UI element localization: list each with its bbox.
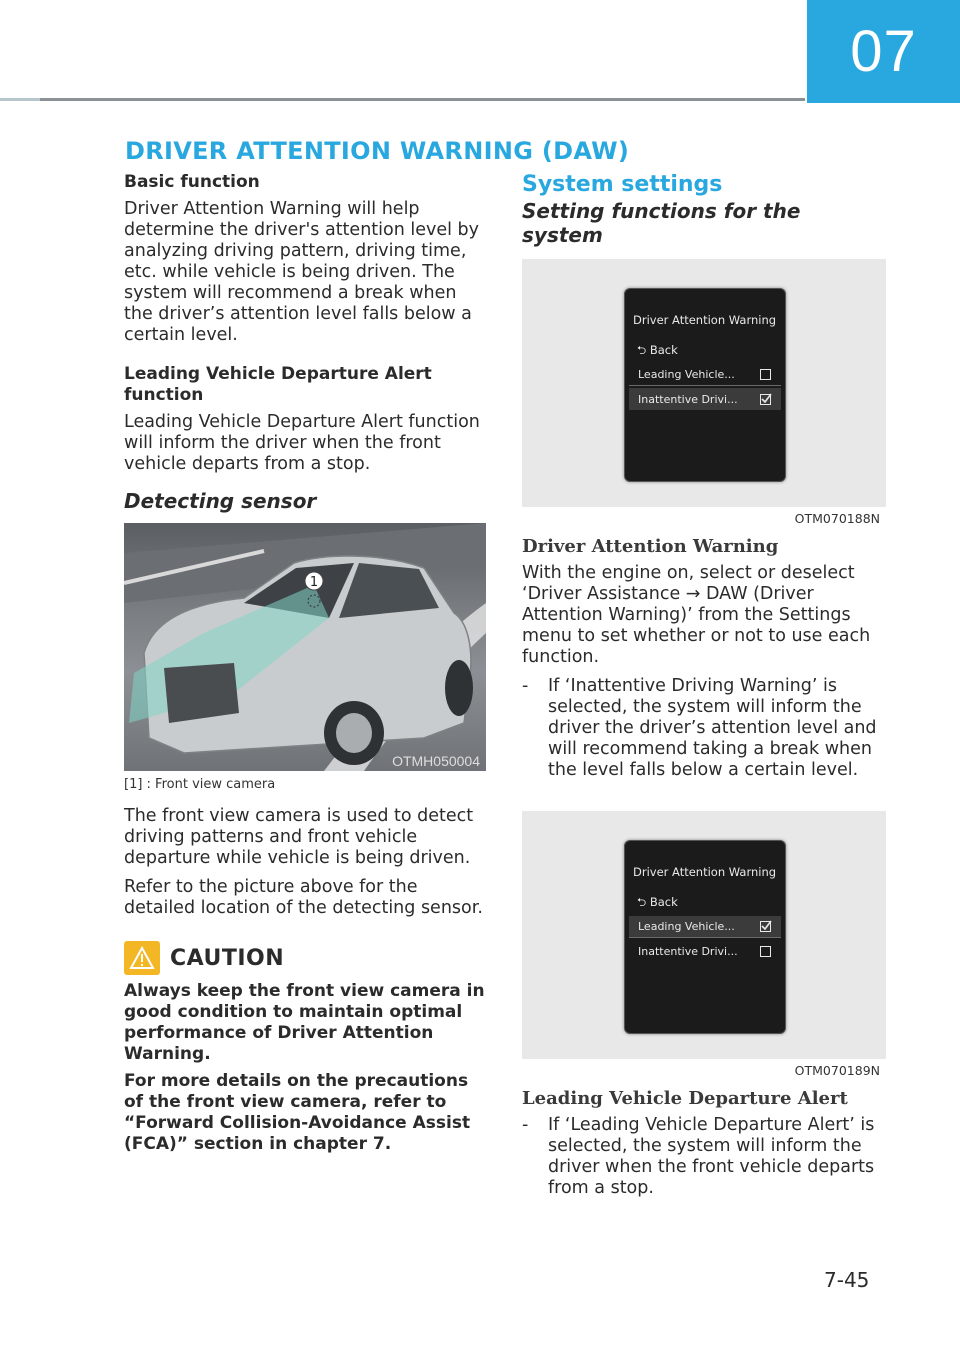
screen1-code: OTM070188N — [794, 511, 880, 526]
checkbox-unchecked-icon — [760, 369, 771, 380]
caution-text-1: Always keep the front view camera in good condition to maintain optimal performance of Driver Attention Warning. — [124, 981, 485, 1064]
camera-callout-number: 1 — [309, 575, 319, 590]
setting-functions-heading: Setting functions for the system — [522, 199, 801, 247]
bullet-text: If ‘Inattentive Driving Warning’ is selected, the system will inform the driver the driver’s attention level and will recommend taking a break when the level falls below a certain level. — [548, 676, 877, 780]
menu-item-leading-vehicle[interactable] — [629, 916, 781, 938]
page-number: 7-45 — [824, 1268, 870, 1292]
ldva-function-heading: Leading Vehicle Departure Alert function — [124, 364, 432, 405]
system-settings-heading: System settings — [522, 172, 723, 197]
menu-item-label: Inattentive Drivi... — [638, 392, 738, 406]
daw-text: With the engine on, select or deselect ‘Driver Assistance → DAW (Driver Attention Warning)’ from the Settings menu to set whether or not to use each function. — [522, 563, 871, 667]
caution-header — [124, 941, 490, 975]
menu-item-label: Leading Vehicle... — [638, 920, 735, 933]
front-camera-car-image — [124, 523, 486, 771]
section-title: DRIVER ATTENTION WARNING (DAW) — [125, 137, 630, 165]
back-label: Back — [649, 343, 678, 357]
cluster-display — [624, 288, 786, 482]
back-arrow-icon: ⮌ — [637, 343, 647, 357]
cluster-back-item — [637, 343, 678, 362]
bullet-text: If ‘Leading Vehicle Departure Alert’ is selected, the system will inform the driver when the front vehicle departs from a stop. — [548, 1115, 875, 1198]
header-rule — [0, 98, 805, 101]
chapter-tab: 07 — [807, 0, 960, 103]
daw-heading: Driver Attention Warning — [522, 536, 779, 557]
sensor-text-2: Refer to the picture above for the detailed location of the detecting sensor. — [124, 877, 483, 918]
bullet-dash: - — [522, 676, 529, 696]
cluster-title: Driver Attention Warning — [633, 865, 777, 879]
right-column — [522, 172, 886, 1199]
left-column — [124, 172, 490, 1161]
daw-bullet — [522, 676, 886, 781]
menu-item-inattentive-driving[interactable] — [629, 940, 781, 962]
warning-triangle-icon — [124, 941, 160, 975]
ldva-bullet — [522, 1115, 886, 1199]
detecting-sensor-heading: Detecting sensor — [124, 489, 317, 513]
caution-text-2: For more details on the precautions of the front view camera, refer to “Forward Collision-Avoidance Assist (FCA)” section in chapter 7. — [124, 1071, 471, 1154]
checkbox-unchecked-icon — [760, 946, 771, 957]
menu-item-label: Inattentive Drivi... — [638, 944, 738, 958]
cluster-title: Driver Attention Warning — [633, 313, 777, 327]
menu-item-inattentive-driving[interactable] — [629, 388, 781, 410]
cluster-screen-2 — [522, 811, 886, 1059]
cluster-screen-1 — [522, 259, 886, 507]
header-rule-accent — [0, 98, 40, 101]
cluster-display — [624, 840, 786, 1034]
checkbox-checked-icon — [760, 921, 771, 932]
car-illustration — [124, 523, 486, 771]
image-code: OTMH050004 — [392, 753, 480, 769]
caution-title: CAUTION — [170, 945, 285, 971]
cluster-back-item — [637, 895, 678, 914]
ldva-function-text: Leading Vehicle Departure Alert function will inform the driver when the front vehicle departs from a stop. — [124, 412, 480, 474]
menu-item-label: Leading Vehicle... — [638, 368, 735, 381]
back-label: Back — [649, 895, 678, 909]
menu-item-leading-vehicle[interactable] — [629, 364, 781, 386]
back-arrow-icon: ⮌ — [637, 895, 647, 909]
basic-function-text: Driver Attention Warning will help determine the driver's attention level by analyzing driving pattern, driving time, etc. while vehicle is being driven. The system will recommend a break when the driver’s attention level falls below a certain level. — [124, 199, 480, 345]
sensor-text-1: The front view camera is used to detect driving patterns and front vehicle departure while vehicle is being driven. — [124, 806, 474, 868]
ldva-heading: Leading Vehicle Departure Alert — [522, 1088, 848, 1109]
image-caption: [1] : Front view camera — [124, 777, 276, 792]
screen2-code: OTM070189N — [794, 1063, 880, 1078]
bullet-dash: - — [522, 1115, 529, 1135]
checkbox-checked-icon — [760, 394, 771, 405]
basic-function-heading: Basic function — [124, 172, 260, 192]
